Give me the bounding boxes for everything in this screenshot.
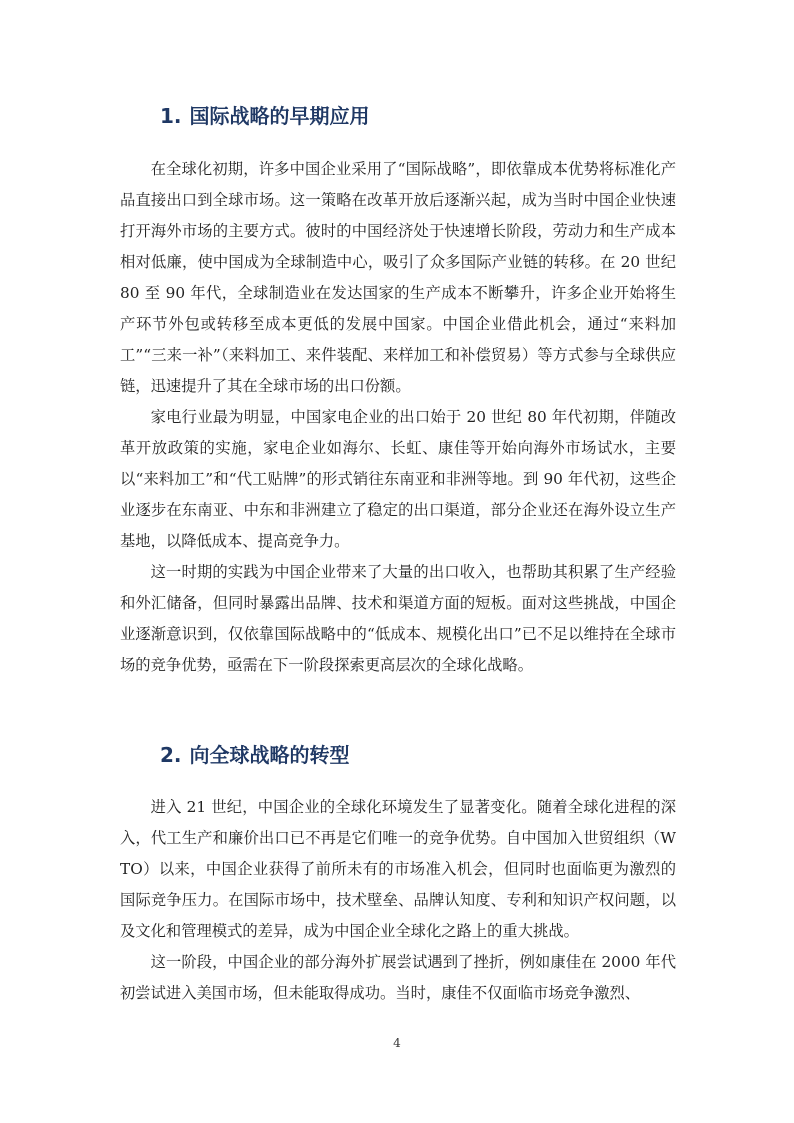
page-number: 4	[393, 1036, 401, 1050]
section-2-number: 2.	[160, 743, 182, 767]
section-1-title: 国际战略的早期应用	[189, 104, 370, 128]
section-2-heading	[160, 741, 350, 769]
paragraph: 这一阶段，中国企业的部分海外扩展尝试遇到了挫折，例如康佳在 2000 年代初尝试进入美国市场，但未能取得成功。当时，康佳不仅面临市场竞争激烈、	[120, 953, 676, 1002]
paragraph: 在全球化初期，许多中国企业采用了“国际战略”，即依靠成本优势将标准化产品直接出口到全球市场。这一策略在改革开放后逐渐兴起，成为当时中国企业快速打开海外市场的主要方式。彼时的中国经济处于快速增长阶段，劳动力和生产成本相对低廉，使中国成为全球制造中心，吸引了众多国际产业链的转移。在 20 世纪 80 至 90 年代，全球制造业在发达国家的生产成本不断攀升，许多企业开始将生产环节外包或转移至成本更低的发展中国家。中国企业借此机会，通过“来料加工”“三来一补”（来料加工、来件装配、来样加工和补偿贸易）等方式参与全球供应链，迅速提升了其在全球市场的出口份额。	[120, 160, 676, 395]
paragraph: 进入 21 世纪，中国企业的全球化环境发生了显著变化。随着全球化进程的深入，代工生产和廉价出口已不再是它们唯一的竞争优势。自中国加入世贸组织（WTO）以来，中国企业获得了前所未有的市场准入机会，但同时也面临更为激烈的国际竞争压力。在国际市场中，技术壁垒、品牌认知度、专利和知识产权问题，以及文化和管理模式的差异，成为中国企业全球化之路上的重大挑战。	[120, 798, 676, 940]
paragraph: 这一时期的实践为中国企业带来了大量的出口收入，也帮助其积累了生产经验和外汇储备，但同时暴露出品牌、技术和渠道方面的短板。面对这些挑战，中国企业逐渐意识到，仅依靠国际战略中的“低成本、规模化出口”已不足以维持在全球市场的竞争优势，亟需在下一阶段探索更高层次的全球化战略。	[120, 563, 676, 674]
paragraph: 家电行业最为明显，中国家电企业的出口始于 20 世纪 80 年代初期，伴随改革开放政策的实施，家电企业如海尔、长虹、康佳等开始向海外市场试水，主要以“来料加工”和“代工贴牌”的形式销往东南亚和非洲等地。到 90 年代初，这些企业逐步在东南亚、中东和非洲建立了稳定的出口渠道，部分企业还在海外设立生产基地，以降低成本、提高竞争力。	[120, 408, 676, 550]
section-1-number: 1.	[160, 104, 182, 128]
section-2-body	[120, 792, 676, 1009]
section-1-heading	[160, 102, 370, 130]
section-1-body	[120, 154, 676, 681]
section-2-title: 向全球战略的转型	[189, 743, 350, 767]
